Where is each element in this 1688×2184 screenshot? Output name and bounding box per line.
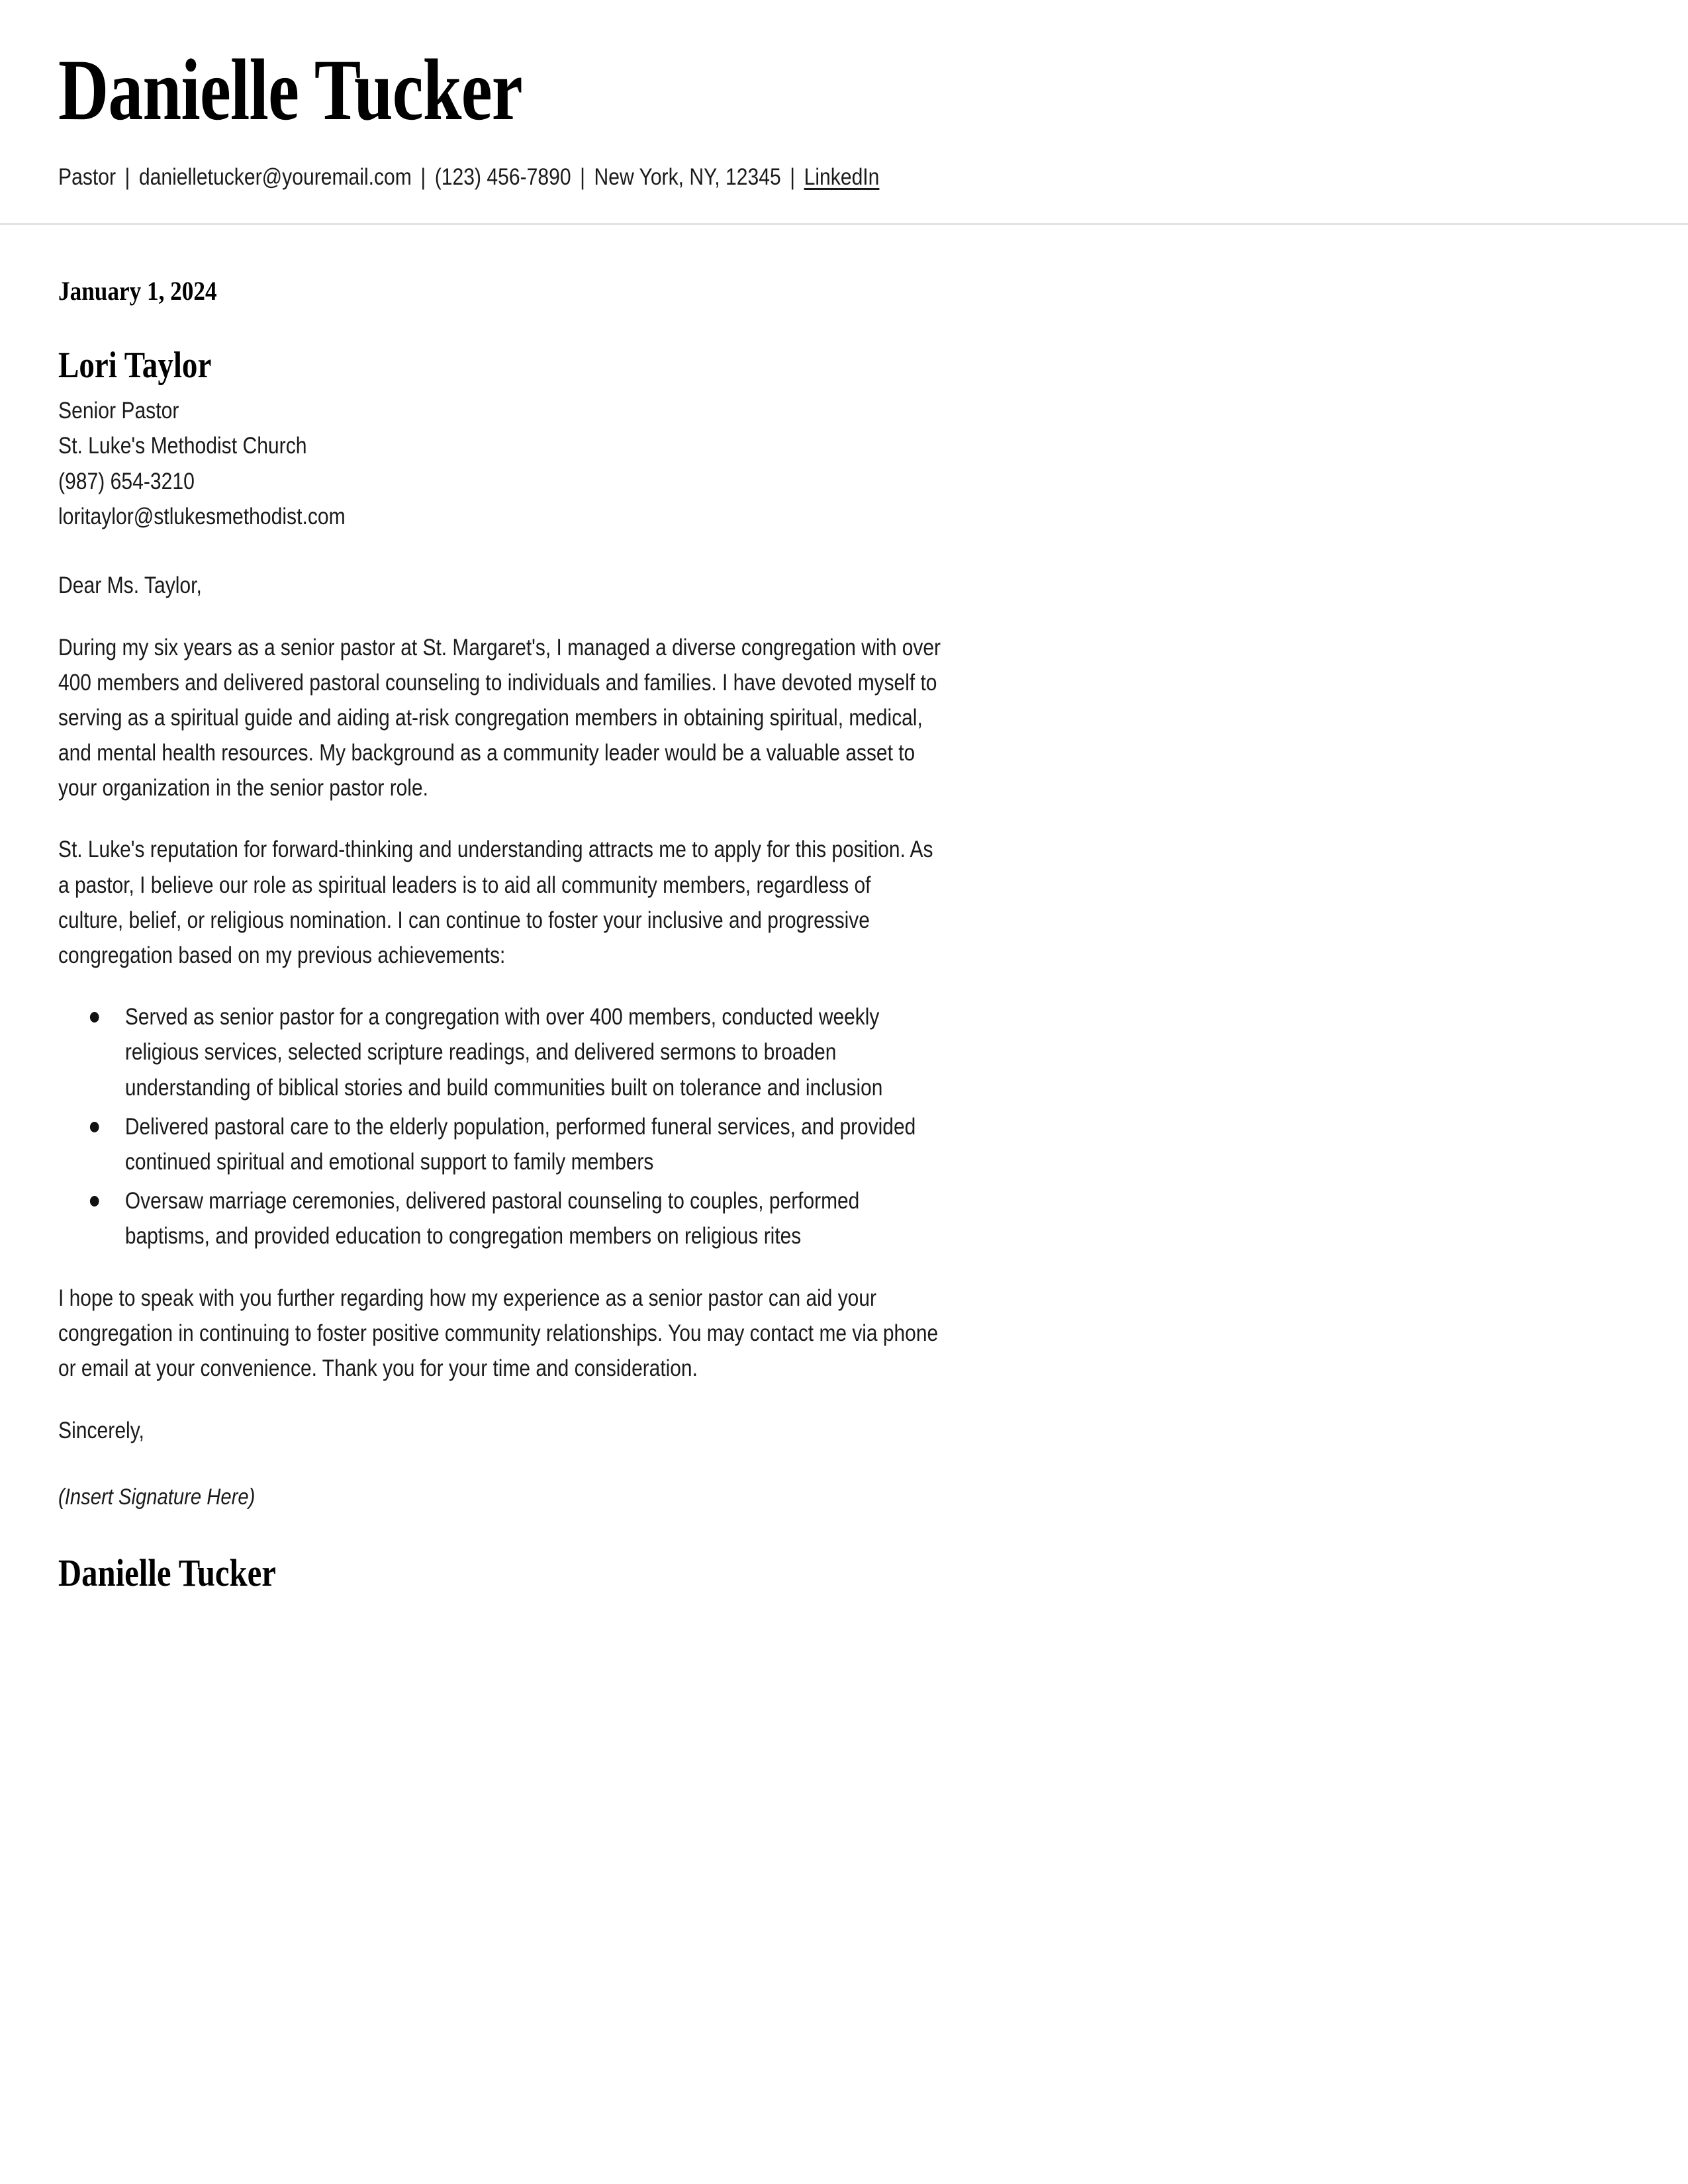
list-item-text: Oversaw marriage ceremonies, delivered pastoral counseling to couples, performed baptisms, and provided education to congregation members on religious rites xyxy=(124,1188,860,1250)
paragraph-2: St. Luke's reputation for forward-thinking and understanding attracts me to apply for this position. As a pastor, I believe our role as spiritual leaders is to aid all community members, regardless of culture, belief, or religious nomination. I can continue to foster your inclusive and progressive congregation based on my previous achievements: xyxy=(58,837,933,969)
contact-separator-1: | xyxy=(124,163,130,190)
contact-separator-3: | xyxy=(580,163,585,190)
list-item xyxy=(58,999,941,1105)
contact-separator-2: | xyxy=(420,163,426,190)
signoff: Sincerely, xyxy=(58,1418,144,1444)
applicant-name: Danielle Tucker xyxy=(58,41,522,138)
paragraph-1: During my six years as a senior pastor at St. Margaret's, I managed a diverse congregation with over 400 members and delivered pastoral counseling to individuals and families. I have devoted myself to serving as a spiritual guide and aiding at-risk congregation members in obtaining spiritual, medical, and mental health resources. My background as a community leader would be a valuable asset to your organization in the senior pastor role. xyxy=(58,634,941,801)
applicant-location: New York, NY, 12345 xyxy=(594,163,781,190)
achievements-list-wrapper xyxy=(58,999,941,1253)
applicant-job-title: Pastor xyxy=(58,163,116,190)
signature-name: Danielle Tucker xyxy=(58,1551,276,1594)
signature-placeholder: (Insert Signature Here) xyxy=(58,1484,256,1510)
linkedin-link[interactable]: LinkedIn xyxy=(804,163,880,190)
recipient-name: Lori Taylor xyxy=(58,345,212,387)
recipient-title: Senior Pastor xyxy=(58,398,179,424)
bullet-dot-icon xyxy=(90,1012,99,1023)
header-divider xyxy=(0,223,1688,225)
intro-paragraphs xyxy=(58,630,941,974)
letter-header xyxy=(0,0,1688,193)
recipient-email: loritaylor@stlukesmethodist.com xyxy=(58,503,346,529)
list-item-text: Served as senior pastor for a congregation with over 400 members, conducted weekly religious services, selected scripture readings, and delivered sermons to broaden understanding of biblical stories and build communities built on tolerance and inclusion xyxy=(124,1004,883,1101)
recipient-phone: (987) 654-3210 xyxy=(58,468,195,494)
achievements-list xyxy=(58,999,941,1253)
salutation: Dear Ms. Taylor, xyxy=(58,572,202,599)
letter-body xyxy=(0,275,1688,1596)
recipient-organization: St. Luke's Methodist Church xyxy=(58,433,307,459)
closing-paragraph-wrapper xyxy=(58,1281,941,1387)
bullet-dot-icon xyxy=(90,1122,99,1132)
list-item xyxy=(58,1183,941,1253)
applicant-phone: (123) 456-7890 xyxy=(434,163,571,190)
list-item-text: Delivered pastoral care to the elderly population, performed funeral services, and provided continued spiritual and emotional support to family members xyxy=(124,1113,916,1175)
applicant-email: danielletucker@youremail.com xyxy=(138,163,412,190)
list-item xyxy=(58,1109,941,1179)
contact-separator-4: | xyxy=(790,163,796,190)
recipient-block xyxy=(58,343,1630,534)
closing-paragraph: I hope to speak with you further regarding how my experience as a senior pastor can aid your congregation in continuing to foster positive community relationships. You may contact me via phone or email at your convenience. Thank you for your time and consideration. xyxy=(58,1285,939,1381)
bullet-dot-icon xyxy=(90,1196,99,1206)
letter-date: January 1, 2024 xyxy=(58,276,217,306)
contact-info-line xyxy=(58,161,1410,193)
